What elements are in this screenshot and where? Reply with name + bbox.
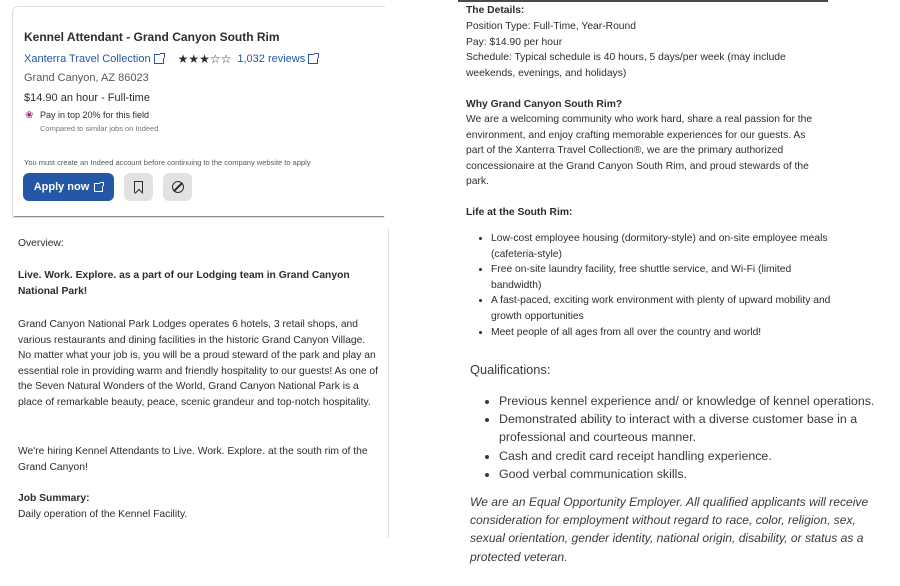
card-divider [14,216,384,217]
account-notice: You must create an Indeed account before continuing to the company website to apply [24,158,311,167]
ban-icon [172,181,184,193]
job-location: Grand Canyon, AZ 86023 [24,72,149,84]
list-item: • Previous kennel experience and/ or knowledge of kennel operations. [499,392,900,410]
eeo-statement: We are an Equal Opportunity Employer. All qualified applicants will receive consideration for employment without regard to race, color, religion, sex, sexual orientation, gender identity, national origin, disability, or status as a protected veteran. [470,495,869,564]
pay-compare-note: Compared to similar jobs on Indeed [40,124,159,133]
pay-highlight: Pay in top 20% for this field [40,110,150,120]
intro-paragraph: Grand Canyon National Park Lodges operates 6 hotels, 3 retail shops, and various restaurants and dining facilities in the historic Grand Canyon Village. No matter what your job is, you will be a proud steward of the park and play an essential role in providing warm and friendly hospitality to our guests! As one of the Seven Natural Wonders of the World, Grand Canyon National Park is a place of remarkable beauty, peace, scenic grandeur and top-notch hospitality. [18,319,379,408]
pay-detail: Pay: $14.90 per hour [466,37,563,48]
bookmark-icon [134,181,143,193]
job-title: Kennel Attendant - Grand Canyon South Rim [24,30,280,44]
details-label: The Details: [466,5,525,16]
job-summary-label: Job Summary: [18,493,90,504]
list-item: • Low-cost employee housing (dormitory-style) and on-site employee meals (cafeteria-style) [491,231,831,262]
apply-now-button[interactable] [23,173,114,201]
list-item: • Demonstrated ability to interact with a diverse customer base in a professional and courteous manner. [499,410,900,446]
save-job-button[interactable] [124,173,153,201]
life-list [478,231,831,340]
why-paragraph: We are a welcoming community who work hard, share a real passion for the environment, and enjoy crafting memorable experiences for our guests. As part of the Xanterra Travel Collection®, we are the primary authorized concessionaire at the Grand Canyon South Rim, and proud stewards of the park. [466,114,813,188]
hiring-paragraph: We're hiring Kennel Attendants to Live. Work. Explore. at the south rim of the Grand Canyon! [18,446,368,473]
job-pay-type: $14.90 an hour - Full-time [24,92,150,104]
qualifications-label: Qualifications: [470,362,551,377]
not-interested-button[interactable] [163,173,192,201]
medal-icon: ❀ [25,110,34,121]
company-rating-row [24,52,318,66]
overview-label: Overview: [18,238,64,249]
rating-stars: ★★★☆☆ [177,52,232,66]
position-type: Position Type: Full-Time, Year-Round [466,21,636,32]
headline: Live. Work. Explore. as a part of our Lodging team in Grand Canyon National Park! [18,270,350,297]
list-item: • A fast-paced, exciting work environment with plenty of upward mobility and growth opportunities [491,293,831,324]
external-link-icon [308,54,318,64]
company-link[interactable]: Xanterra Travel Collection [24,53,151,65]
list-item: • Free on-site laundry facility, free shuttle service, and Wi-Fi (limited bandwidth) [491,262,831,293]
list-item: • Meet people of all ages from all over the country and world! [491,325,831,341]
apply-now-label: Apply now [33,181,90,193]
life-label: Life at the South Rim: [466,207,573,218]
list-item: • Good verbal communication skills. [499,465,900,483]
qualifications-list [483,392,900,483]
external-link-icon [154,54,164,64]
job-summary-text: Daily operation of the Kennel Facility. [18,509,188,520]
reviews-link[interactable]: 1,032 reviews [237,53,306,65]
why-label: Why Grand Canyon South Rim? [466,99,623,110]
schedule-detail: Schedule: Typical schedule is 40 hours, 5 days/per week (may include weekends, evenings, and holidays) [466,52,786,79]
external-link-icon [94,183,103,192]
list-item: • Cash and credit card receipt handling experience. [499,447,900,465]
